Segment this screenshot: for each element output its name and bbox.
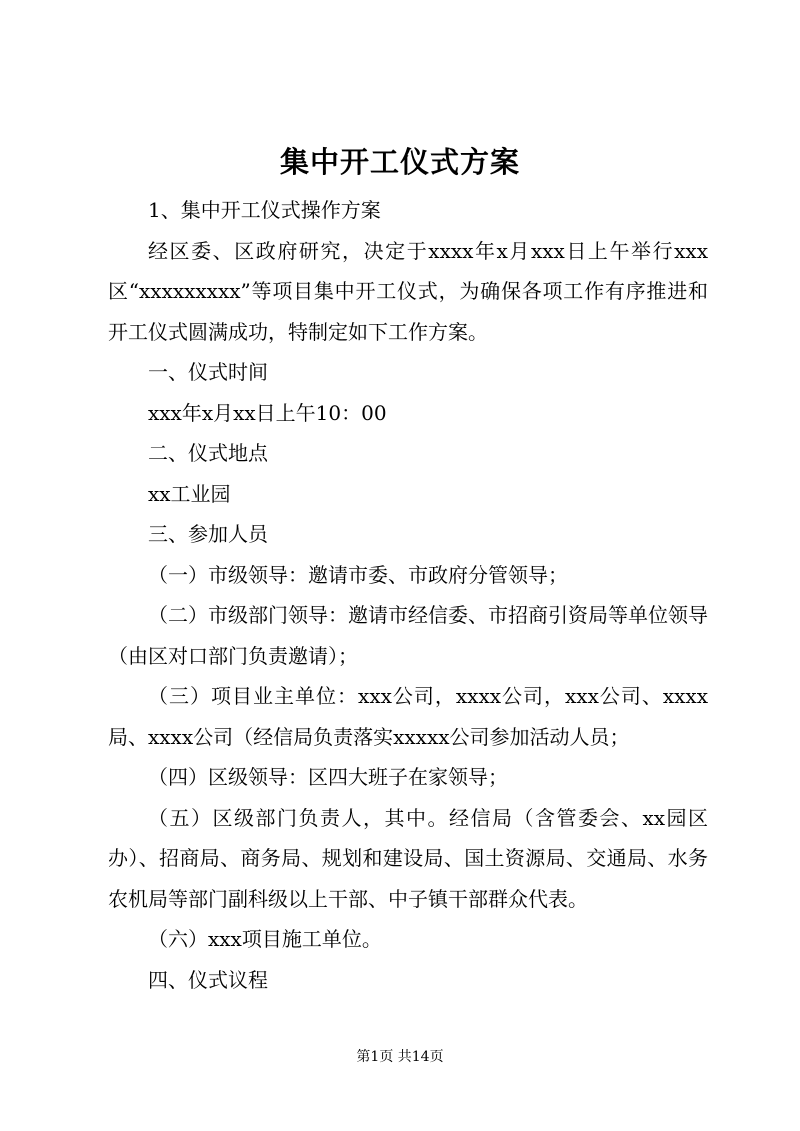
attendee-item-6: （六）xxx项目施工单位。	[148, 927, 382, 951]
section-heading-location: 二、仪式地点	[148, 441, 268, 465]
document-body	[108, 190, 708, 1000]
section-heading-operation-plan: 1、集中开工仪式操作方案	[148, 198, 381, 222]
attendee-item-5: （五）区级部门负责人，其中。经信局（含管委会、xx园区办）、招商局、商务局、规划和建设局、国土资源局、交通局、水务农机局等部门副科级以上干部、中子镇干部群众代表。	[108, 805, 708, 911]
attendee-item-3: （三）项目业主单位：xxx公司，xxxx公司，xxx公司、xxxx局、xxxx公司（经信局负责落实xxxxx公司参加活动人员；	[108, 684, 708, 749]
attendee-item-1: （一）市级领导：邀请市委、市政府分管领导；	[148, 562, 568, 587]
section-heading-agenda: 四、仪式议程	[148, 967, 268, 992]
document-title: 集中开工仪式方案	[279, 145, 520, 179]
ceremony-time: xxx年x月xx日上午10：00	[148, 400, 387, 425]
section-heading-time: 一、仪式时间	[148, 360, 268, 384]
attendee-item-2: （二）市级部门领导：邀请市经信委、市招商引资局等单位领导（由区对口部门负责邀请）；	[108, 603, 708, 668]
ceremony-location: xx工业园	[148, 481, 231, 506]
page-number-footer: 第1页 共14页	[356, 1049, 444, 1065]
section-heading-attendees: 三、参加人员	[148, 522, 268, 546]
intro-paragraph: 经区委、区政府研究，决定于xxxx年x月xxx日上午举行xxx区“xxxxxxxxx”等项目集中开工仪式，为确保各项工作有序推进和开工仪式圆满成功，特制定如下工作方案。	[108, 238, 708, 344]
attendee-item-4: （四）区级领导：区四大班子在家领导；	[148, 765, 508, 789]
